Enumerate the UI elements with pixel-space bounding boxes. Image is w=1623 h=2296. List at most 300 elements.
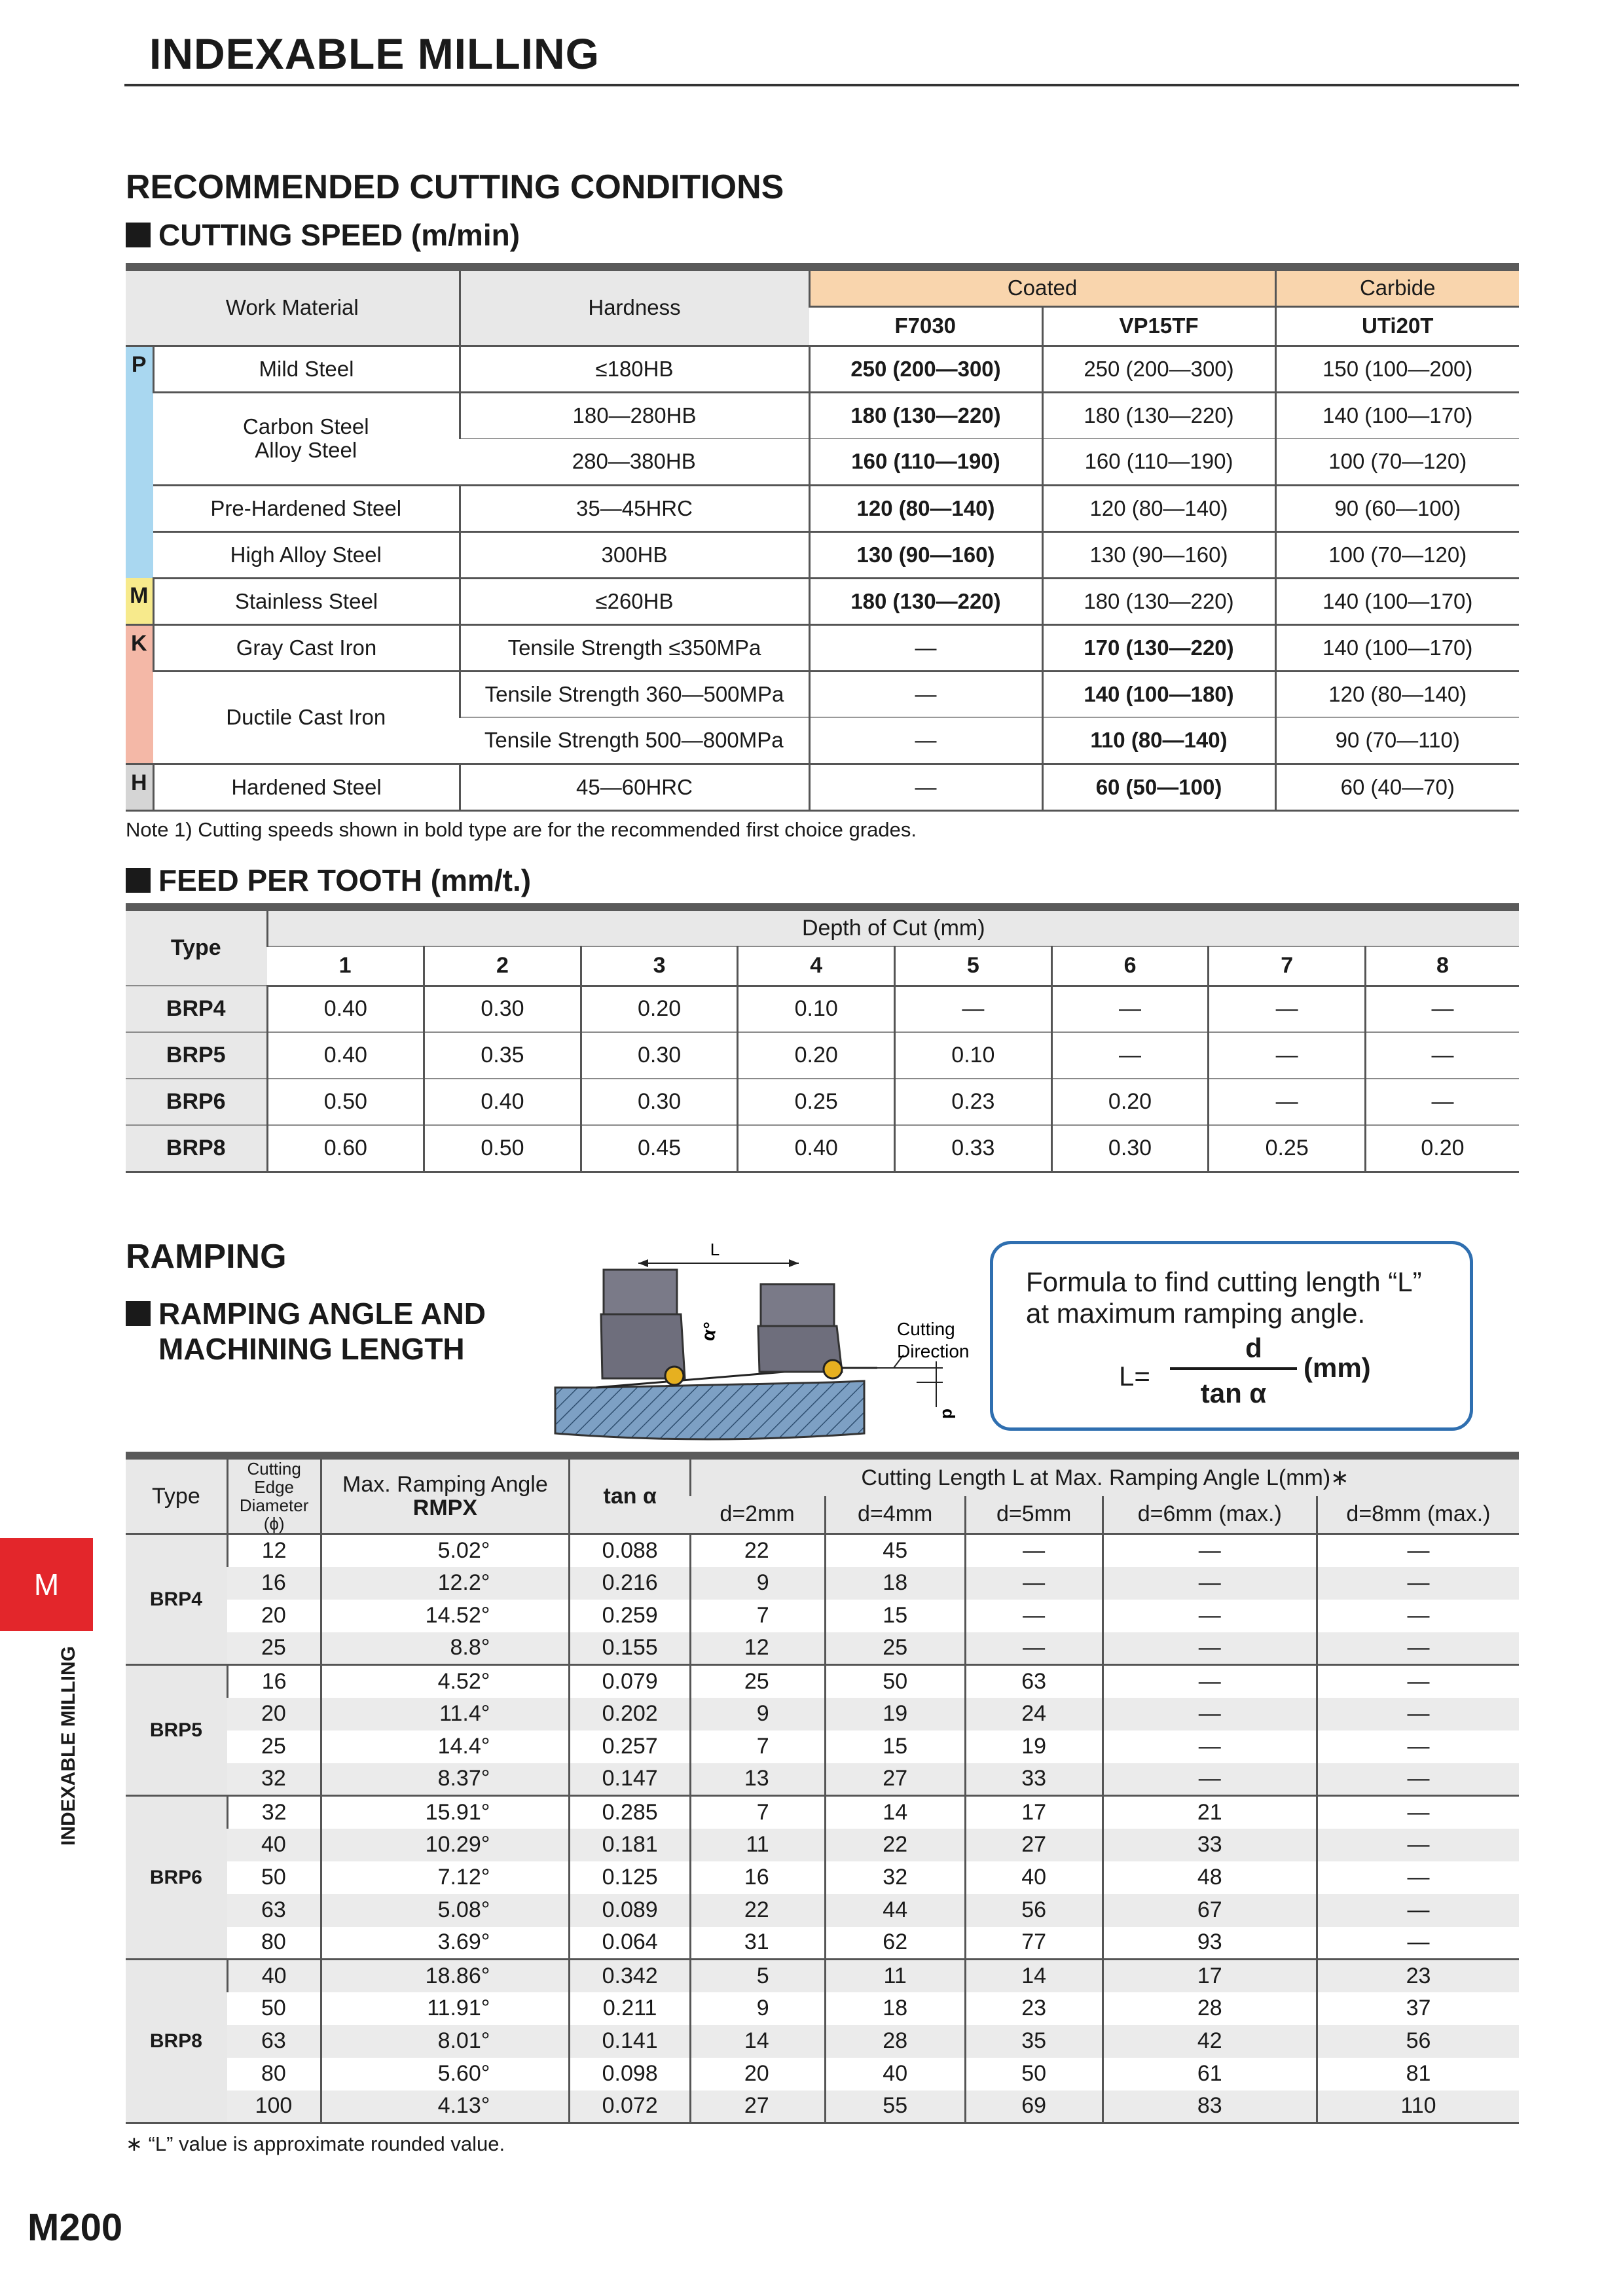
type-cell: BRP5 [126,1665,227,1796]
length-cell: 42 [1103,2025,1317,2058]
iso-group-p: P [126,346,153,578]
diameter-cell: 80 [227,1927,321,1960]
length-cell: 69 [965,2090,1103,2123]
col-header-work-material: Work Material [126,267,460,346]
type-cell: BRP4 [126,1534,227,1665]
hardness-cell: 35—45HRC [460,485,809,531]
length-cell: 11 [691,1829,826,1861]
feed-cell: — [1365,986,1519,1032]
speed-cell: 160 (110—190) [1042,439,1275,485]
feed-cell: 0.20 [738,1032,895,1079]
formula-denominator: tan α [1200,1378,1267,1408]
cutting-speed-title: CUTTING SPEED (m/min) [158,218,520,252]
length-cell: — [1317,1632,1519,1665]
length-cell: — [1103,1567,1317,1600]
formula-unit: (mm) [1304,1352,1371,1383]
feed-cell: 0.20 [1365,1125,1519,1172]
col-header-ramping-angle [321,1456,570,1534]
type-cell: BRP5 [126,1032,267,1079]
length-cell: 23 [1317,1960,1519,1992]
formula-lhs: L= [1119,1361,1150,1391]
length-cell: 11 [825,1960,965,1992]
length-cell: 27 [691,2090,826,2123]
depth-header: 5 [895,946,1052,986]
cutting-speed-table [126,263,1519,812]
length-cell: — [1317,1534,1519,1567]
feed-cell: — [1209,1079,1366,1125]
hardness-cell: ≤180HB [460,346,809,392]
length-cell: — [1103,1665,1317,1698]
diameter-cell: 16 [227,1567,321,1600]
speed-cell: 90 (60—100) [1275,485,1519,531]
angle-cell: 11.4° [321,1698,570,1731]
work-material-cell: Gray Cast Iron [153,624,460,671]
table-row [126,1992,1519,2025]
hardness-cell: 45—60HRC [460,764,809,810]
angle-cell: 18.86° [321,1960,570,1992]
work-material-cell: Hardened Steel [153,764,460,810]
length-cell: 56 [965,1894,1103,1927]
feed-cell: 0.25 [738,1079,895,1125]
table-row [126,1125,1519,1172]
tan-cell: 0.064 [570,1927,691,1960]
diameter-cell: 20 [261,1603,286,1628]
length-cell: 55 [825,2090,965,2123]
speed-cell: 60 (40—70) [1275,764,1519,810]
length-cell: 24 [965,1698,1103,1731]
ramping-diagram [550,1237,969,1446]
feed-cell: 0.40 [424,1079,581,1125]
grade-header: VP15TF [1042,306,1275,346]
speed-cell: 180 (130—220) [809,392,1042,439]
diameter-cell: 12 [227,1534,321,1567]
speed-cell: 120 (80—140) [1275,671,1519,717]
col-header-coated: Coated [809,267,1275,306]
tan-cell: 0.216 [570,1567,691,1600]
length-cell: — [1317,1796,1519,1829]
tan-cell: 0.089 [570,1894,691,1927]
length-cell: 50 [825,1665,965,1698]
length-cell: 40 [965,1861,1103,1894]
length-cell: — [965,1632,1103,1665]
header-rule [124,84,1519,86]
speed-cell: 140 (100—170) [1275,578,1519,624]
length-cell: 110 [1317,2090,1519,2123]
feed-cell: 0.23 [895,1079,1052,1125]
tan-cell: 0.259 [570,1600,691,1632]
length-cell: 19 [965,1731,1103,1763]
hardness-cell: 180—280HB [460,392,809,439]
feed-cell: — [895,986,1052,1032]
feed-cell: 0.30 [581,1079,738,1125]
table-row [126,2090,1519,2123]
speed-cell: 100 (70—120) [1275,439,1519,485]
angle-cell: 11.91° [321,1992,570,2025]
diameter-header-line2: (ϕ) [263,1514,285,1534]
tan-cell: 0.079 [570,1665,691,1698]
diameter-cell: 63 [227,2025,321,2058]
table-row [126,1763,1519,1796]
work-material-cell: Mild Steel [153,346,460,392]
feed-cell: 0.25 [1209,1125,1366,1172]
subsection-feed-per-tooth [126,863,531,898]
speed-cell: 160 (110—190) [809,439,1042,485]
angle-cell: 4.13° [321,2090,570,2123]
length-cell: 27 [965,1829,1103,1861]
subsection-ramping-angle [126,1296,486,1331]
depth-header: d=4mm [825,1496,965,1534]
diameter-cell: 40 [227,1829,321,1861]
ramping-sub-line1: RAMPING ANGLE AND [158,1297,486,1331]
feed-cell: — [1209,986,1366,1032]
length-cell: — [965,1534,1103,1567]
diameter-cell: 32 [227,1763,321,1796]
table-row [126,1731,1519,1763]
length-cell: 14 [965,1960,1103,1992]
ramping-footnote: ∗ “L” value is approximate rounded value. [126,2132,505,2155]
table-row [126,1829,1519,1861]
angle-cell: 8.8° [321,1632,570,1665]
speed-cell: 180 (130—220) [1042,578,1275,624]
length-cell: 13 [691,1763,826,1796]
col-header-carbide: Carbide [1275,267,1519,306]
speed-cell: 140 (100—180) [1042,671,1275,717]
feed-cell: — [1051,986,1209,1032]
tan-cell: 0.141 [570,2025,691,2058]
work-material-cell: Ductile Cast Iron [153,671,460,764]
length-cell: 18 [825,1992,965,2025]
length-cell: 35 [965,2025,1103,2058]
feed-cell: 0.60 [267,1125,424,1172]
diameter-header-line1: Cutting Edge Diameter [239,1459,309,1515]
diameter-cell: 25 [227,1632,321,1665]
length-cell: — [1103,1534,1317,1567]
tan-cell: 0.125 [570,1861,691,1894]
length-cell: 18 [825,1567,965,1600]
diameter-cell: 32 [227,1796,321,1829]
cutter-left [601,1270,685,1385]
hardness-cell: Tensile Strength 500—800MPa [460,717,809,764]
formula-box [990,1241,1473,1431]
iso-group-m: M [126,578,153,624]
depth-header: d=5mm [965,1496,1103,1534]
length-cell: 48 [1103,1861,1317,1894]
cutting-direction-label-1: Cutting [897,1319,955,1339]
length-cell: 17 [965,1796,1103,1829]
angle-cell: 15.91° [321,1796,570,1829]
angle-cell: 8.37° [321,1763,570,1796]
feed-cell: 0.33 [895,1125,1052,1172]
type-cell: BRP8 [126,1125,267,1172]
length-cell: — [1317,1698,1519,1731]
work-material-cell: Carbon Steel Alloy Steel [153,392,460,485]
dimension-l-label: L [710,1240,720,1259]
angle-cell: 3.69° [321,1927,570,1960]
length-cell: 15 [825,1731,965,1763]
subsection-cutting-speed [126,217,520,253]
angle-cell: 5.60° [321,2058,570,2090]
length-cell: 25 [691,1665,826,1698]
table-row [126,1861,1519,1894]
length-cell: 93 [1103,1927,1317,1960]
length-cell: 17 [1103,1960,1317,1992]
hardness-cell: Tensile Strength ≤350MPa [460,624,809,671]
table-row [126,1894,1519,1927]
length-cell: 83 [1103,2090,1317,2123]
length-cell: — [1317,1829,1519,1861]
length-cell: 16 [691,1861,826,1894]
table-row [126,986,1519,1032]
feed-cell: 0.30 [1051,1125,1209,1172]
work-material-cell: Pre-Hardened Steel [153,485,460,531]
ramping-sub-line2: MACHINING LENGTH [158,1332,465,1366]
speed-cell: 90 (70—110) [1275,717,1519,764]
col-header-type: Type [126,907,267,986]
feed-cell: 0.45 [581,1125,738,1172]
feed-cell: 0.35 [424,1032,581,1079]
table-row [126,1698,1519,1731]
speed-cell: 140 (100—170) [1275,624,1519,671]
bullet-square-icon [126,868,151,893]
length-cell: — [1317,1861,1519,1894]
table-row [126,1600,1519,1632]
feed-cell: — [1209,1032,1366,1079]
grade-header: UTi20T [1275,306,1519,346]
length-cell: 27 [825,1763,965,1796]
speed-cell: 250 (200—300) [1042,346,1275,392]
section-title-ramping: RAMPING [126,1238,287,1276]
feed-cell: 0.40 [267,1032,424,1079]
angle-cell: 4.52° [321,1665,570,1698]
length-cell: 9 [691,1698,826,1731]
formula-numerator: d [1245,1333,1262,1363]
table-row [126,1796,1519,1829]
feed-cell: 0.10 [895,1032,1052,1079]
page-number: M200 [27,2206,123,2249]
length-cell: 33 [1103,1829,1317,1861]
cutter-right [758,1284,842,1378]
side-tab-m[interactable]: M [0,1538,93,1631]
diameter-cell: 50 [261,1865,286,1890]
diameter-cell: 16 [227,1665,321,1698]
tan-cell: 0.072 [570,2090,691,2123]
length-cell: 12 [691,1632,826,1665]
table-row [126,1927,1519,1960]
length-cell: — [1317,1600,1519,1632]
feed-cell: 0.50 [424,1125,581,1172]
angle-cell: 10.29° [321,1829,570,1861]
tan-cell: 0.098 [570,2058,691,2090]
table-row [126,2025,1519,2058]
depth-header: d=6mm (max.) [1103,1496,1317,1534]
table-row [126,1960,1519,1992]
depth-header: 2 [424,946,581,986]
feed-cell: 0.10 [738,986,895,1032]
iso-group-h: H [126,764,153,810]
speed-cell: 60 (50—100) [1042,764,1275,810]
speed-cell: — [809,717,1042,764]
col-header-diameter [227,1456,321,1534]
feed-cell: — [1365,1079,1519,1125]
tan-cell: 0.285 [570,1796,691,1829]
ramping-table [126,1452,1519,2124]
length-cell: — [1317,1763,1519,1796]
length-cell: 40 [825,2058,965,2090]
length-cell: — [1103,1600,1317,1632]
tan-cell: 0.211 [570,1992,691,2025]
length-cell: 9 [691,1567,826,1600]
dimension-d-label: d [939,1408,958,1419]
length-cell: 67 [1103,1894,1317,1927]
speed-cell: 250 (200—300) [809,346,1042,392]
length-cell: 20 [691,2058,826,2090]
length-cell: 7 [691,1731,826,1763]
length-cell: — [1103,1763,1317,1796]
length-cell: — [1317,1665,1519,1698]
length-cell: 32 [825,1861,965,1894]
tan-cell: 0.181 [570,1829,691,1861]
tan-cell: 0.202 [570,1698,691,1731]
diameter-cell: 63 [227,1894,321,1927]
length-cell: — [1103,1698,1317,1731]
section-title-recommended: RECOMMENDED CUTTING CONDITIONS [126,168,784,206]
length-cell: — [1317,1894,1519,1927]
col-header-type: Type [126,1456,227,1534]
length-cell: 28 [1103,1992,1317,2025]
angle-cell: 14.4° [321,1731,570,1763]
speed-cell: 100 (70—120) [1275,531,1519,578]
workpiece-block [555,1381,864,1439]
length-cell: — [1317,1567,1519,1600]
col-header-depth-of-cut: Depth of Cut (mm) [267,907,1519,946]
angle-header-line1: Max. Ramping Angle [342,1472,548,1497]
length-cell: 25 [825,1632,965,1665]
length-cell: — [965,1567,1103,1600]
col-header-tan: tan α [570,1456,691,1534]
depth-header: d=8mm (max.) [1317,1496,1519,1534]
length-cell: — [1103,1632,1317,1665]
speed-cell: 110 (80—140) [1042,717,1275,764]
type-cell: BRP8 [126,1960,227,2123]
length-cell: 22 [825,1829,965,1861]
formula-line2: at maximum ramping angle. [1026,1298,1366,1329]
speed-cell: 180 (130—220) [1042,392,1275,439]
length-cell: — [1317,1731,1519,1763]
tan-cell: 0.257 [570,1731,691,1763]
length-cell: 5 [691,1960,826,1992]
col-header-hardness: Hardness [460,267,809,346]
diameter-cell: 80 [261,2061,286,2086]
table-row [126,1567,1519,1600]
table-row [126,2058,1519,2090]
feed-cell: — [1051,1032,1209,1079]
work-material-cell: High Alloy Steel [153,531,460,578]
table-row [126,1665,1519,1698]
length-cell: 50 [965,2058,1103,2090]
length-cell: 77 [965,1927,1103,1960]
diameter-cell: 25 [261,1734,286,1759]
side-section-label: INDEXABLE MILLING [58,1646,79,1846]
angle-cell: 5.08° [321,1894,570,1927]
angle-cell: 12.2° [321,1567,570,1600]
hardness-cell: Tensile Strength 360—500MPa [460,671,809,717]
diameter-cell: 50 [261,1996,286,2020]
length-cell: 7 [691,1600,826,1632]
angle-cell: 7.12° [321,1861,570,1894]
table-row [126,1632,1519,1665]
length-cell: 19 [825,1698,965,1731]
speed-cell: 120 (80—140) [1042,485,1275,531]
speed-cell: 170 (130—220) [1042,624,1275,671]
col-header-cutting-length: Cutting Length L at Max. Ramping Angle L(mm)∗ [691,1456,1519,1496]
angle-cell: 14.52° [321,1600,570,1632]
angle-cell: 5.02° [321,1534,570,1567]
length-cell: 22 [691,1534,826,1567]
depth-header: 1 [267,946,424,986]
feed-cell: 0.50 [267,1079,424,1125]
length-cell: 33 [965,1763,1103,1796]
work-material-cell: Stainless Steel [153,578,460,624]
diameter-cell: 20 [227,1698,321,1731]
hardness-cell: ≤260HB [460,578,809,624]
speed-cell: 120 (80—140) [809,485,1042,531]
feed-cell: 0.40 [738,1125,895,1172]
speed-cell: — [809,624,1042,671]
table-row [126,1534,1519,1567]
hardness-cell: 280—380HB [460,439,809,485]
length-cell: 61 [1103,2058,1317,2090]
feed-cell: — [1365,1032,1519,1079]
angle-cell: 8.01° [321,2025,570,2058]
length-cell: 7 [691,1796,826,1829]
tan-cell: 0.147 [570,1763,691,1796]
length-cell: 9 [691,1992,826,2025]
alpha-angle-label: α° [697,1320,721,1343]
speed-cell: 130 (90—160) [1042,531,1275,578]
table-row [126,1079,1519,1125]
length-cell: 22 [691,1894,826,1927]
feed-cell: 0.20 [581,986,738,1032]
bullet-square-icon [126,223,151,247]
length-cell: 14 [825,1796,965,1829]
depth-header: 4 [738,946,895,986]
feed-cell: 0.20 [1051,1079,1209,1125]
tan-cell: 0.342 [570,1960,691,1992]
depth-header: d=2mm [691,1496,826,1534]
depth-header: 8 [1365,946,1519,986]
length-cell: 14 [691,2025,826,2058]
formula-fraction-bar [1170,1367,1297,1370]
speed-cell: 140 (100—170) [1275,392,1519,439]
feed-cell: 0.30 [424,986,581,1032]
tan-cell: 0.155 [570,1632,691,1665]
type-cell: BRP4 [126,986,267,1032]
cutting-speed-note: Note 1) Cutting speeds shown in bold type are for the recommended first choice grades. [126,818,917,841]
diameter-cell: 40 [227,1960,321,1992]
tan-cell: 0.088 [570,1534,691,1567]
speed-cell: 130 (90—160) [809,531,1042,578]
type-cell: BRP6 [126,1796,227,1960]
length-cell: 45 [825,1534,965,1567]
grade-header: F7030 [809,306,1042,346]
iso-group-k: K [126,624,153,764]
length-cell: 28 [825,2025,965,2058]
length-cell: 15 [825,1600,965,1632]
depth-header: 3 [581,946,738,986]
feed-cell: 0.40 [267,986,424,1032]
speed-cell: — [809,764,1042,810]
angle-header-line2: RMPX [412,1496,478,1520]
